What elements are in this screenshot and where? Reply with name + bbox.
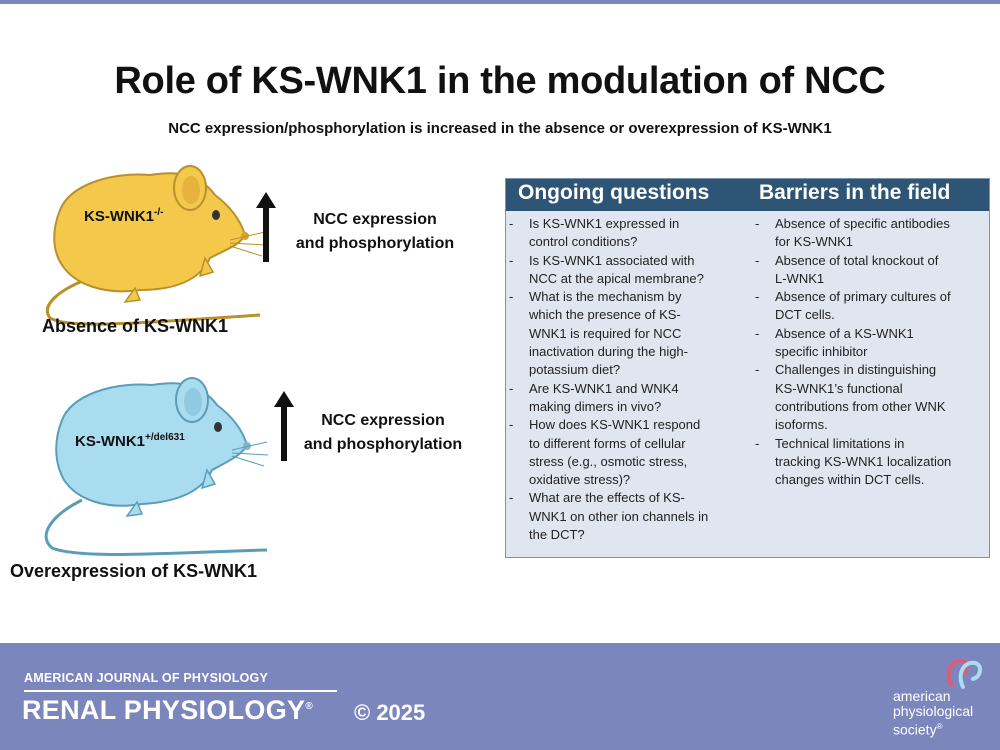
barrier-item bbox=[752, 435, 990, 490]
journal-series: AMERICAN JOURNAL OF PHYSIOLOGY bbox=[24, 671, 268, 685]
ongoing-question-item bbox=[506, 489, 751, 544]
barrier-item-line: isoforms. bbox=[775, 417, 828, 433]
ongoing-question-item-line: - Is KS-WNK1 associated with bbox=[529, 252, 695, 268]
ongoing-question-item bbox=[506, 288, 751, 379]
knockout-mouse-illustration bbox=[30, 150, 270, 330]
page-subtitle: NCC expression/phosphorylation is increased in the absence or overexpression of KS-WNK1 bbox=[168, 120, 832, 137]
footer-divider bbox=[24, 690, 337, 692]
barriers-column bbox=[752, 215, 990, 489]
barrier-item-line: - Challenges in distinguishing bbox=[775, 362, 937, 378]
barrier-item bbox=[752, 252, 990, 289]
barrier-item-line: tracking KS-WNK1 localization bbox=[775, 453, 952, 469]
ongoing-question-item bbox=[506, 416, 751, 489]
barrier-item bbox=[752, 288, 990, 325]
ongoing-question-item-line: to different forms of cellular bbox=[529, 435, 686, 451]
barrier-item bbox=[752, 325, 990, 362]
page-title: Role of KS-WNK1 in the modulation of NCC bbox=[114, 60, 886, 102]
barrier-item-line: - Absence of primary cultures of bbox=[775, 289, 951, 305]
barrier-item-line: - Absence of a KS-WNK1 bbox=[775, 325, 914, 341]
barrier-item-line: for KS-WNK1 bbox=[775, 234, 854, 250]
ongoing-question-item-line: making dimers in vivo? bbox=[529, 398, 662, 414]
barrier-item-line: contributions from other WNK bbox=[775, 398, 946, 414]
ongoing-questions-heading: Ongoing questions bbox=[518, 181, 710, 204]
journal-name: RENAL PHYSIOLOGY® bbox=[22, 695, 314, 725]
copyright-year: © 2025 bbox=[354, 700, 426, 725]
knockout-caption: Absence of KS-WNK1 bbox=[42, 316, 229, 336]
barrier-item-line: specific inhibitor bbox=[775, 344, 868, 360]
ongoing-question-item-line: oxidative stress)? bbox=[529, 472, 631, 488]
ongoing-question-item-line: - Are KS-WNK1 and WNK4 bbox=[529, 380, 679, 396]
ongoing-questions-column bbox=[506, 215, 751, 544]
overexpression-effect-text: NCC expression and phosphorylation bbox=[303, 412, 463, 453]
ongoing-question-item-line: which the presence of KS- bbox=[529, 307, 681, 323]
ongoing-question-item-line: WNK1 on other ion channels in bbox=[529, 508, 709, 524]
ongoing-question-item-line: - What is the mechanism by bbox=[529, 289, 682, 305]
ongoing-question-item-line: the DCT? bbox=[529, 527, 585, 543]
society-name: american physiological society® bbox=[893, 688, 974, 738]
overexpression-caption: Overexpression of KS-WNK1 bbox=[10, 561, 258, 581]
ongoing-question-item-line: - What are the effects of KS- bbox=[529, 490, 685, 506]
ongoing-question-item-line: - How does KS-WNK1 respond bbox=[529, 417, 701, 433]
barrier-item-line: KS-WNK1’s functional bbox=[775, 380, 903, 396]
knockout-genotype-label: KS-WNK1-/- bbox=[84, 207, 164, 225]
barriers-heading: Barriers in the field bbox=[759, 181, 951, 204]
journal-footer bbox=[0, 643, 1000, 750]
questions-barriers-panel bbox=[505, 178, 990, 558]
barrier-item-line: DCT cells. bbox=[775, 307, 835, 323]
barrier-item-line: - Absence of specific antibodies bbox=[775, 216, 950, 231]
top-border bbox=[0, 0, 1000, 4]
panel-header bbox=[506, 179, 989, 211]
barrier-item bbox=[752, 361, 990, 434]
ongoing-question-item-line: control conditions? bbox=[529, 234, 638, 250]
ongoing-question-item-line: - Is KS-WNK1 expressed in bbox=[529, 216, 680, 231]
ongoing-question-item-line: potassium diet? bbox=[529, 362, 621, 378]
arrow-up-icon bbox=[256, 192, 276, 267]
knockout-effect-text: NCC expression and phosphorylation bbox=[295, 211, 455, 252]
barrier-item-line: changes within DCT cells. bbox=[775, 472, 925, 488]
barrier-item-line: L-WNK1 bbox=[775, 270, 825, 286]
ongoing-question-item bbox=[506, 252, 751, 289]
overexpression-mouse-illustration bbox=[32, 370, 272, 560]
ongoing-question-item bbox=[506, 215, 751, 252]
barrier-item-line: - Technical limitations in bbox=[775, 435, 905, 451]
barrier-item bbox=[752, 215, 990, 252]
ongoing-question-item-line: inactivation during the high- bbox=[529, 344, 688, 360]
ongoing-question-item-line: WNK1 is required for NCC bbox=[529, 325, 682, 341]
ongoing-question-item-line: stress (e.g., osmotic stress, bbox=[529, 453, 688, 469]
ongoing-question-item-line: NCC at the apical membrane? bbox=[529, 270, 704, 286]
barrier-item-line: - Absence of total knockout of bbox=[775, 252, 939, 268]
overexpression-genotype-label: $KS-WNK1^{+/del631}$ bbox=[75, 432, 185, 450]
ongoing-question-item bbox=[506, 380, 751, 417]
